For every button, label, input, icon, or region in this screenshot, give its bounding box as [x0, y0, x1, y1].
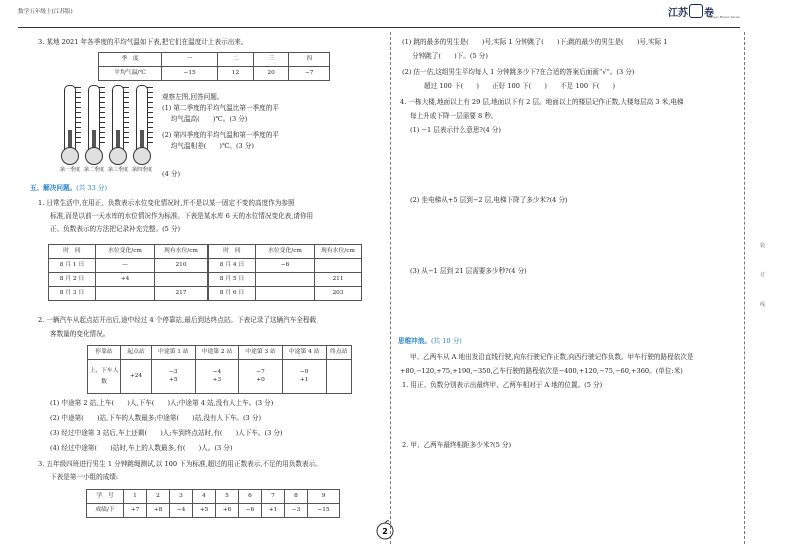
- brand-suffix: 卷: [704, 8, 714, 19]
- temp-header-cell: 二: [218, 53, 254, 67]
- p3-question-1-cont: 分钟跳了( )下。(5 分): [412, 52, 488, 60]
- bus-row-label: 上、下车人数: [88, 360, 121, 394]
- section-5-points: (共 33 分): [76, 184, 108, 192]
- water-cell: 8 月 2 日: [49, 273, 96, 287]
- water-cell: 8 月 5 日: [208, 273, 256, 287]
- q3-instruction: 观察左图,回答问题。: [162, 93, 224, 101]
- water-header-cell: 现有水位/cm: [315, 245, 362, 259]
- jump-value-cell: +7: [124, 504, 147, 518]
- bus-header-cell: 中途第 1 站: [152, 346, 196, 360]
- thermometer-bulb: [109, 147, 127, 165]
- bus-header-cell: 中途第 3 站: [239, 346, 283, 360]
- bus-value-cell: [195, 360, 239, 394]
- water-answer-cell[interactable]: [315, 259, 362, 273]
- challenge-line2: +80,−120,+75,+190,−350,乙车行驶的路程依次是−400,+120,−75,−60,+360。(单位:米): [400, 367, 683, 375]
- thermometer-label: 第二季度: [83, 167, 104, 173]
- p4-question-3: (3) 从−1 层到 21 层需要多少秒?(4 分): [410, 267, 527, 275]
- p2-question-3: (3) 经过中途第 3 站后,车上还剩( )人;车到终点站时,有( )人下车。(3 分): [50, 429, 283, 437]
- thermometer-q1[interactable]: [58, 85, 82, 173]
- binding-word-2: 订: [760, 272, 766, 278]
- p4-question-1: (1) −1 层表示什么意思?(4 分): [410, 126, 501, 134]
- p3-estimate-options[interactable]: 超过 100 下( ) 正好 100 下( ) 不足 100 下( ): [424, 82, 616, 90]
- temp-value-cell: −7: [289, 67, 330, 81]
- jump-header-cell: 3: [170, 490, 193, 504]
- jump-header-cell: 7: [262, 490, 285, 504]
- binding-word-1: 装: [760, 243, 766, 249]
- brand-subtitle: Jiangsu Mijuan Series: [708, 15, 740, 19]
- thermometer-scale: [99, 87, 105, 147]
- bus-passenger-table: [87, 345, 352, 394]
- water-header-cell: 水位变化/cm: [256, 245, 315, 259]
- jump-value-cell: +1: [262, 504, 285, 518]
- page-header-left: 数学五年级上(江苏版): [18, 9, 73, 15]
- p4-question-2: (2) 坐电梯从+5 层到−2 层,电梯下降了多少米?(4 分): [410, 196, 568, 204]
- bus-header-cell: 中途第 4 站: [282, 346, 326, 360]
- p2-question-1: (1) 中途第 2 站,上车( )人,下车( )人;中途第 4 站,没有人上车。(3 分): [50, 399, 274, 407]
- p1-line2: 标准,而是以前一天水库的水位情况作为标准。下表是某水库 6 天的水位情况变化表,请你用: [50, 212, 314, 220]
- water-cell: +4: [96, 273, 155, 287]
- bus-up-value: +5: [169, 376, 178, 383]
- section-5-label: 五、解决问题。: [30, 184, 77, 192]
- p1-line1: 1. 日常生活中,在用正、负数表示水位变化情况时,并不是以某一固定不变的高度作为参照: [38, 199, 295, 207]
- jump-header-cell: 1: [124, 490, 147, 504]
- water-level-table: [48, 244, 362, 301]
- p2-question-4: (4) 经过中途第( )站时,车上的人数最多,有( )人。(3 分): [50, 444, 233, 452]
- jump-header-cell: 8: [285, 490, 308, 504]
- water-cell: 211: [315, 273, 362, 287]
- thermometer-bulb: [61, 147, 79, 165]
- q3-sub1: (1) 第二季度的平均气温比第一季度的平: [162, 104, 279, 112]
- jump-header-cell: 2: [147, 490, 170, 504]
- water-header-cell: 时 间: [49, 245, 96, 259]
- p2-line1: 2. 一辆汽车从起点站开出后,途中经过 4 个停靠站,最后到达终点站。下表记录了这辆汽车全程载: [38, 316, 317, 324]
- column-divider: [390, 32, 391, 544]
- p4-line2: 每上升或下降一层需要 8 秒。: [410, 112, 498, 120]
- water-answer-cell[interactable]: [256, 273, 315, 287]
- bus-down-value: −7: [256, 369, 265, 376]
- thermometer-bulb: [133, 147, 151, 165]
- temp-value-cell: −15: [162, 67, 218, 81]
- water-cell: 217: [155, 287, 209, 301]
- brand-seal-icon: [689, 4, 703, 18]
- water-cell: 8 月 6 日: [208, 287, 256, 301]
- thermometer-label: 第四季度: [131, 167, 152, 173]
- water-cell: 8 月 4 日: [208, 259, 256, 273]
- jump-rope-table: [86, 489, 340, 518]
- jump-row-label: 成绩/下: [87, 504, 124, 518]
- thermometer-q3[interactable]: [106, 85, 130, 173]
- water-header-cell: 时 间: [208, 245, 256, 259]
- bus-value-cell: [239, 360, 283, 394]
- bus-header-cell: 终点站: [326, 346, 352, 360]
- jump-header-cell: 学 号: [87, 490, 124, 504]
- jump-value-cell: −4: [170, 504, 193, 518]
- bus-value-cell: [152, 360, 196, 394]
- thermometer-scale: [147, 87, 153, 147]
- challenge-question-1: 1. 用正、负数分别表示出最终甲、乙两车相对于 A 地的位置。(5 分): [402, 381, 603, 389]
- p2-question-2: (2) 中途第( )站,下车的人数最多;中途第( )站,没有人下车。(3 分): [50, 414, 262, 422]
- thermometer-label: 第三季度: [107, 167, 128, 173]
- bus-up-value: +0: [256, 376, 265, 383]
- jump-value-cell: −6: [239, 504, 262, 518]
- water-cell: —: [96, 259, 155, 273]
- water-cell: 8 月 3 日: [49, 287, 96, 301]
- jump-value-cell: −15: [308, 504, 340, 518]
- bus-header-cell: 起点站: [121, 346, 152, 360]
- bus-header-cell: 停靠站: [88, 346, 121, 360]
- q3-sub2: (2) 第四季度的平均气温和第一季度的平: [162, 131, 279, 139]
- temp-value-cell: 20: [253, 67, 289, 81]
- challenge-points: (共 10 分): [430, 337, 462, 345]
- water-cell: 210: [155, 259, 209, 273]
- thermometer-bulb: [85, 147, 103, 165]
- temp-header-label: 季 度: [99, 53, 162, 67]
- brand-text: 江苏: [668, 8, 688, 19]
- q3-temperature-text: 3. 某地 2021 年各季度的平均气温如下表,把它们在温度计上表示出来。: [38, 38, 248, 46]
- temp-header-cell: 三: [253, 53, 289, 67]
- jump-value-cell: +6: [216, 504, 239, 518]
- water-header-cell: 现有水位/cm: [155, 245, 209, 259]
- p4-line1: 4. 一栋大楼,地面以上有 29 层,地面以下有 2 层。地面以上的楼层记作正数,大楼每层高 3 米,电梯: [400, 98, 684, 106]
- thermometer-q4[interactable]: [130, 85, 154, 173]
- p3-question-1: (1) 跳的最多的男生是( )号,实际 1 分钟跳了( )下;跳的最少的男生是( )号,实际 1: [402, 38, 668, 46]
- challenge-label: 思维冲浪。: [398, 337, 431, 345]
- p1-line3: 正、负数表示的方法把记录补充完整。(5 分): [50, 225, 181, 233]
- water-cell: 8 月 1 日: [49, 259, 96, 273]
- p3-line2: 下表是第一小组的成绩:: [50, 473, 119, 481]
- jump-value-cell: +8: [147, 504, 170, 518]
- p3-line1: 3. 五年级四班进行男生 1 分钟跳绳测试,以 100 下为标准,超过的用正数表示,不足的用负数表示。: [38, 460, 322, 468]
- page-number-apple-icon: [375, 520, 395, 540]
- challenge-title: [398, 337, 462, 345]
- temp-header-cell: 四: [289, 53, 330, 67]
- thermometer-scale: [123, 87, 129, 147]
- water-answer-cell[interactable]: [256, 287, 315, 301]
- bus-value-cell: [282, 360, 326, 394]
- water-header-cell: 水位变化/cm: [96, 245, 155, 259]
- bus-down-value: −4: [212, 369, 222, 376]
- water-row: [49, 259, 362, 273]
- temp-header-cell: 一: [162, 53, 218, 67]
- p2-line2: 客数量的变化情况。: [50, 330, 110, 338]
- q3-points: (4 分): [162, 170, 181, 178]
- jump-value-cell: +5: [193, 504, 216, 518]
- bus-up-value: +3: [212, 376, 222, 383]
- bus-value-cell: [326, 360, 352, 394]
- q3-sub2-cont: 均气温相差( )℃。(3 分): [162, 142, 254, 150]
- bus-up-value: +1: [299, 376, 309, 383]
- q3-sub1-cont: 均气温高( )℃。(3 分): [162, 115, 248, 123]
- water-row: [49, 273, 362, 287]
- bus-down-value: −3: [169, 369, 178, 376]
- water-answer-cell[interactable]: [96, 287, 155, 301]
- bus-value-cell: +24: [121, 360, 152, 394]
- bus-down-value: −0: [299, 369, 309, 376]
- water-answer-cell[interactable]: [155, 273, 209, 287]
- binding-word-3: 线: [760, 302, 766, 308]
- temperature-table: [98, 52, 330, 81]
- binding-line: [744, 32, 745, 544]
- temp-value-cell: 12: [218, 67, 254, 81]
- water-row: [49, 287, 362, 301]
- thermometer-q2[interactable]: [82, 85, 106, 173]
- brand-logo: [668, 4, 740, 20]
- jump-value-cell: −3: [285, 504, 308, 518]
- challenge-question-2: 2. 甲、乙两车最终相距多少米?(5 分): [402, 441, 512, 449]
- page-number: 2: [382, 527, 388, 536]
- water-cell: 203: [315, 287, 362, 301]
- thermometer-label: 第一季度: [59, 167, 80, 173]
- jump-header-cell: 5: [216, 490, 239, 504]
- jump-header-cell: 6: [239, 490, 262, 504]
- temp-row-label: 平均气温/℃: [99, 67, 162, 81]
- jump-header-cell: 4: [193, 490, 216, 504]
- jump-header-cell: 9: [308, 490, 340, 504]
- p3-question-2: (2) 估一估,这组男生平均每人 1 分钟跳多少下?在合适的答案后面画“√”。(3 分): [402, 68, 635, 76]
- bus-header-cell: 中途第 2 站: [195, 346, 239, 360]
- section-5-title: [30, 184, 107, 192]
- thermometer-scale: [75, 87, 81, 147]
- water-cell: −6: [256, 259, 315, 273]
- challenge-line1: 甲、乙两车从 A 地出发沿直线行驶,向东行驶记作正数,向西行驶记作负数。甲车行驶的路程依次是: [410, 353, 694, 361]
- header-rule: [18, 27, 740, 28]
